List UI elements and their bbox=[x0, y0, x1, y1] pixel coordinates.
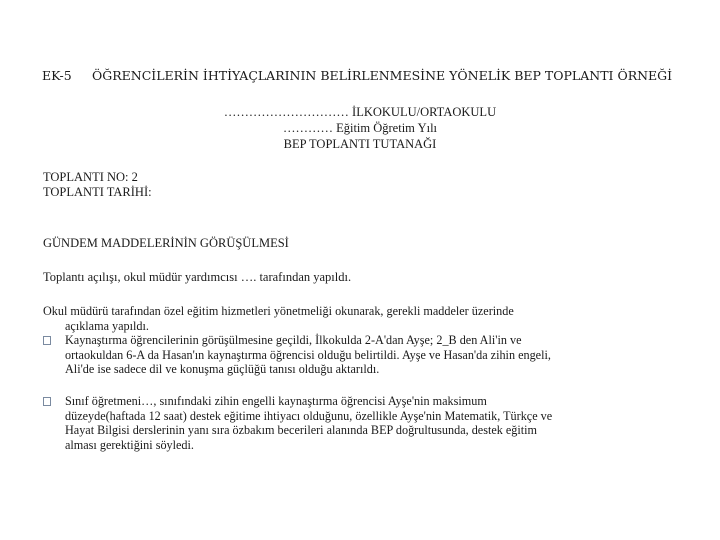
agenda-title: GÜNDEM MADDELERİNİN GÖRÜŞÜLMESİ bbox=[43, 236, 289, 250]
meeting-number: TOPLANTI NO: 2 bbox=[43, 170, 138, 184]
list-item-line: Hayat Bilgisi derslerinin yanı sıra özbakım becerileri alanında BEP doğrultusunda, destek eğitim bbox=[65, 423, 538, 437]
appendix-label: EK-5 bbox=[42, 68, 72, 83]
list-item bbox=[43, 394, 683, 452]
list-item-line: ortaokuldan 6-A da Hasan'ın kaynaştırma öğrencisi olduğu belirtildi. Ayşe ve Hasan'da zihin engeli, bbox=[65, 347, 551, 362]
document-heading: ÖĞRENCİLERİN İHTİYAÇLARININ BELİRLENMESİNE YÖNELİK BEP TOPLANTI ÖRNEĞİ bbox=[92, 68, 673, 83]
paragraph-line: Okul müdürü tarafından özel eğitim hizmetleri yönetmeliği okunarak, gerekli maddeler üzerinde bbox=[43, 304, 514, 318]
academic-year-line: ………… Eğitim Öğretim Yılı bbox=[282, 121, 438, 135]
list-item-line: alması gerektiğini söyledi. bbox=[65, 437, 194, 452]
checkbox-bullet-icon bbox=[43, 397, 51, 406]
paragraph-principal bbox=[43, 304, 683, 377]
paragraph-teacher bbox=[43, 394, 683, 452]
school-name-line: ………………………… İLKOKULU/ORTAOKULU bbox=[223, 105, 497, 119]
checkbox-bullet-icon bbox=[43, 336, 51, 345]
opening-sentence: Toplantı açılışı, okul müdür yardımcısı …. tarafından yapıldı. bbox=[43, 270, 352, 284]
list-item-line: düzeyde(haftada 12 saat) destek eğitime ihtiyacı olduğunu, özellikle Ayşe'nin Matematik, Türkçe ve bbox=[65, 408, 553, 423]
list-item-line: Ali'de ise sadece dil ve konuşma güçlüğü tanısı olduğu aktarıldı. bbox=[65, 362, 380, 376]
list-item bbox=[43, 333, 683, 377]
meeting-date: TOPLANTI TARİHİ: bbox=[43, 185, 152, 199]
list-item-line: Sınıf öğretmeni…, sınıfındaki zihin engelli kaynaştırma öğrencisi Ayşe'nin maksimum bbox=[65, 394, 487, 408]
paragraph-line: açıklama yapıldı. bbox=[65, 318, 149, 333]
school-title-block bbox=[0, 104, 720, 152]
minutes-title: BEP TOPLANTI TUTANAĞI bbox=[283, 137, 437, 151]
list-item-line: Kaynaştırma öğrencilerinin görüşülmesine geçildi, İlkokulda 2-A'dan Ayşe; 2_B den Ali'in ve bbox=[65, 333, 522, 347]
meeting-info bbox=[43, 170, 152, 200]
